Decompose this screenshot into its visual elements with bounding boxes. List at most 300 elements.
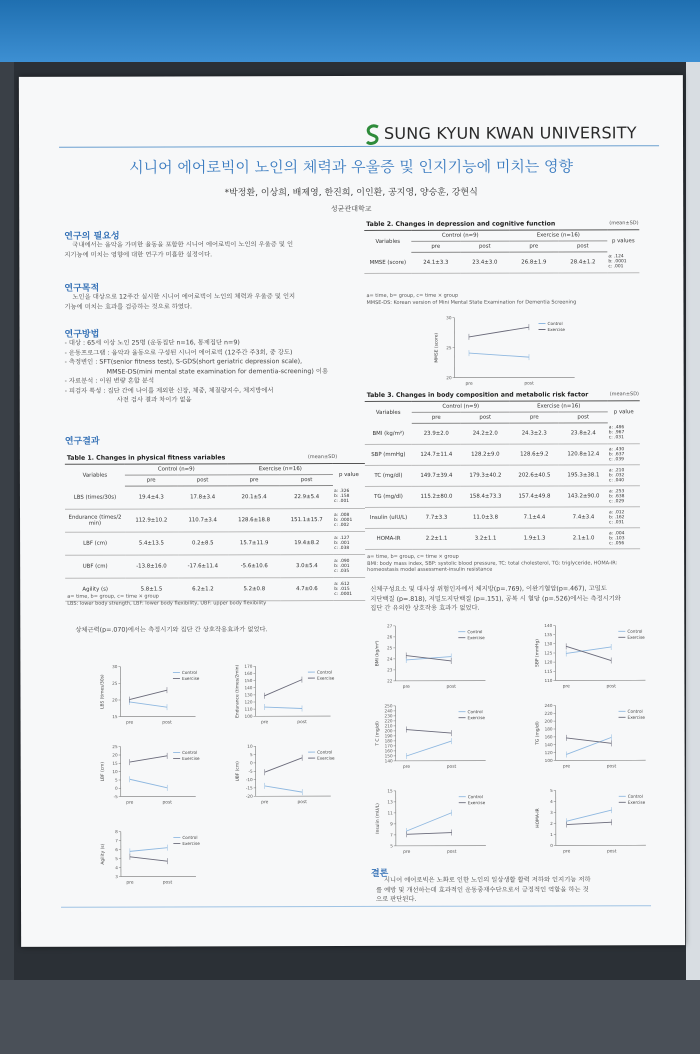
table-header: Variables bbox=[364, 230, 411, 252]
table-header: pre bbox=[510, 412, 559, 423]
y-tick-label: 1 bbox=[550, 831, 553, 837]
y-tick-label: 240 bbox=[544, 702, 553, 708]
table-cell: 2.2±1.1 bbox=[412, 528, 461, 549]
x-tick-label: post bbox=[606, 684, 617, 690]
y-tick-label: 140 bbox=[384, 758, 393, 764]
table-cell: 3.2±1.1 bbox=[461, 528, 510, 549]
section-heading-conclusion: 결론 bbox=[370, 868, 389, 879]
table-row bbox=[65, 508, 365, 532]
y-tick-label: 130 bbox=[544, 641, 553, 647]
y-tick-label: 160 bbox=[544, 734, 553, 740]
y-tick-label: 3 bbox=[550, 809, 553, 815]
series-line bbox=[264, 680, 302, 696]
x-tick-label: post bbox=[446, 684, 457, 690]
table-header: p value bbox=[608, 401, 640, 423]
series-line bbox=[566, 647, 611, 654]
table-header: Control (n=9) bbox=[412, 401, 510, 412]
series-line bbox=[130, 848, 168, 852]
conclusion-line: 으로 판단된다. bbox=[376, 895, 417, 903]
results-line: 집단 간 유의한 상호작용 효과가 없었다. bbox=[370, 604, 480, 612]
results-text-2 bbox=[370, 584, 645, 613]
y-tick-label: 25 bbox=[387, 645, 393, 651]
x-tick-label: pre bbox=[260, 720, 269, 726]
legend-label: Control bbox=[182, 834, 198, 840]
legend-label: Exercise bbox=[467, 715, 485, 721]
y-tick-label: 140 bbox=[544, 622, 553, 628]
legend-label: Exercise bbox=[182, 755, 200, 761]
row-variable: LBS (times/30s) bbox=[65, 486, 125, 509]
y-tick-label: 8 bbox=[115, 829, 118, 835]
table-cell: 24.1±3.3 bbox=[411, 252, 460, 273]
y-tick-label: -15 bbox=[245, 785, 253, 791]
series-line bbox=[406, 655, 451, 661]
row-variable: LBF (cm) bbox=[65, 532, 125, 555]
y-tick-label: 27 bbox=[386, 623, 393, 629]
table-cell: 158.4±73.3 bbox=[461, 486, 510, 507]
table-cell: 28.4±1.2 bbox=[558, 252, 607, 273]
table-header: p value bbox=[333, 463, 365, 485]
x-tick-label: pre bbox=[465, 381, 473, 387]
table-cell: 149.7±39.4 bbox=[412, 465, 461, 486]
table-note: BMI: body mass index, SBP: systolic blood pressure, TC: total cholesterol, TG: triglyceride, HOMA-IR: bbox=[367, 559, 618, 567]
table-cell: 202.6±40.5 bbox=[510, 465, 559, 486]
line-chart bbox=[100, 744, 201, 806]
p-value: b: .032 bbox=[608, 472, 625, 478]
table2-caption: Table 2. Changes in depression and cognitive function bbox=[366, 220, 556, 228]
p-value: a: .612 bbox=[334, 581, 350, 587]
table-cell: 112.9±10.2 bbox=[125, 509, 178, 532]
y-tick-label: 5 bbox=[249, 752, 253, 758]
y-tick-label: 210 bbox=[384, 723, 393, 729]
y-tick-label: 180 bbox=[544, 726, 553, 732]
table-cell: 195.3±38.1 bbox=[559, 465, 608, 486]
series-line bbox=[130, 756, 168, 762]
x-tick-label: post bbox=[606, 849, 617, 855]
series-line bbox=[406, 741, 451, 756]
y-tick-label: 11 bbox=[387, 810, 393, 816]
x-tick-label: pre bbox=[126, 880, 134, 886]
table-header: post bbox=[460, 241, 509, 252]
series-line bbox=[407, 813, 452, 831]
table-header: Variables bbox=[65, 464, 125, 486]
y-axis-label: TG (mg/dl) bbox=[535, 721, 541, 745]
p-value: c: .039 bbox=[608, 456, 624, 462]
row-variable: BMI (kg/m²) bbox=[365, 423, 412, 444]
y-tick-label: -5 bbox=[248, 768, 253, 774]
table-row bbox=[65, 485, 365, 509]
table-note: MMSE-DS: Korean version of Mini Mental State Examination for Dementia Screening bbox=[366, 298, 577, 306]
section-heading-purpose: 연구목적 bbox=[64, 283, 100, 294]
table-cell: 4.7±0.6 bbox=[281, 578, 334, 601]
p-value: b: .637 bbox=[608, 451, 625, 457]
y-tick-label: 20 bbox=[112, 752, 118, 758]
y-axis-label: UBF (cm) bbox=[235, 761, 241, 782]
table-cell: 120.8±12.4 bbox=[559, 444, 608, 465]
y-tick-label: 7 bbox=[390, 832, 393, 838]
x-tick-label: pre bbox=[562, 764, 571, 770]
series-line bbox=[566, 738, 611, 744]
p-value: c: .038 bbox=[334, 545, 350, 551]
p-value: c: .031 bbox=[609, 519, 625, 525]
y-tick-label: 170 bbox=[244, 663, 253, 669]
line-chart bbox=[535, 788, 646, 855]
table-row bbox=[365, 528, 640, 550]
y-tick-label: -10 bbox=[245, 777, 253, 783]
p-value: a: .004 bbox=[609, 530, 625, 536]
p-value: c: .035 bbox=[334, 568, 350, 574]
p-value: b: .162 bbox=[609, 514, 625, 520]
table-cell: 11.0±3.8 bbox=[461, 507, 510, 528]
table-cell: 179.3±40.2 bbox=[461, 465, 510, 486]
table-header: Control (n=9) bbox=[125, 464, 228, 475]
table-header: pre bbox=[228, 475, 281, 486]
section-body-need bbox=[64, 240, 364, 260]
need-line: 국내에서는 음악을 가미한 율동을 포함한 시니어 에어로빅이 노인의 우울증 및 인 bbox=[72, 241, 294, 249]
section-heading-results: 연구결과 bbox=[64, 436, 100, 447]
series-line bbox=[469, 327, 529, 337]
series-line bbox=[406, 729, 451, 733]
y-tick-label: 15 bbox=[112, 714, 118, 720]
p-value: c: .040 bbox=[608, 477, 625, 483]
table-note: a= time, b= group, c= time × group bbox=[367, 553, 459, 560]
university-logo-icon bbox=[364, 124, 382, 146]
y-tick-label: 120 bbox=[244, 699, 253, 705]
p-value: b: .0001 bbox=[334, 517, 353, 523]
y-tick-label: 7 bbox=[115, 838, 118, 844]
y-tick-label: 22 bbox=[387, 678, 393, 684]
p-values bbox=[608, 486, 640, 507]
y-axis-label: HOMA-IR bbox=[535, 808, 541, 828]
table-header: post bbox=[177, 475, 227, 486]
table-cell: 157.4±49.8 bbox=[510, 486, 559, 507]
line-chart bbox=[375, 703, 486, 770]
table3-unit: (mean±SD) bbox=[609, 391, 640, 398]
table-note: a= time, b= group, c= time × group bbox=[366, 292, 459, 299]
p-value: a: .210 bbox=[608, 467, 625, 473]
methods-line: - 피검자 특성 : 집단 간에 나이를 제외한 신장, 체중, 체질량지수, 체지방에서 bbox=[64, 386, 274, 395]
section-body-methods bbox=[65, 338, 365, 405]
p-value: b: .967 bbox=[608, 430, 625, 436]
table-cell: 3.0±5.4 bbox=[281, 555, 334, 578]
legend-label: Exercise bbox=[627, 799, 646, 805]
x-tick-label: post bbox=[446, 764, 457, 770]
p-value: c: .029 bbox=[608, 498, 625, 504]
series-line bbox=[129, 690, 167, 699]
legend-label: Control bbox=[317, 749, 333, 755]
y-tick-label: 140 bbox=[544, 742, 553, 748]
p-values bbox=[608, 507, 640, 528]
legend-label: Exercise bbox=[467, 635, 485, 641]
table-note: a= time, b= group, c= time × group bbox=[67, 593, 159, 600]
table-row bbox=[65, 531, 365, 555]
x-tick-label: pre bbox=[125, 720, 134, 726]
p-value: c: .0001 bbox=[334, 591, 353, 597]
y-tick-label: 120 bbox=[544, 750, 553, 756]
table-cell: 6.2±1.2 bbox=[178, 578, 228, 601]
table1-notes bbox=[67, 593, 266, 607]
series-line bbox=[130, 779, 168, 788]
table-cell: -17.6±11.4 bbox=[178, 555, 228, 578]
table-note: homeostasis model assessment-insulin resistance bbox=[367, 566, 493, 573]
table-cell: 24.2±2.0 bbox=[461, 423, 510, 444]
y-tick-label: 110 bbox=[244, 706, 253, 712]
x-tick-label: post bbox=[162, 720, 172, 726]
y-tick-label: 25 bbox=[446, 345, 452, 351]
x-tick-label: pre bbox=[402, 764, 411, 770]
series-line bbox=[469, 353, 529, 357]
y-tick-label: 170 bbox=[384, 743, 393, 749]
university-name: SUNG KYUN KWAN UNIVERSITY bbox=[383, 123, 637, 143]
line-chart bbox=[534, 623, 645, 690]
table2 bbox=[364, 229, 639, 274]
table-cell: 7.7±3.3 bbox=[412, 507, 461, 528]
y-tick-label: 25 bbox=[112, 680, 118, 686]
table-cell: 7.1±4.4 bbox=[510, 507, 559, 528]
table-cell: 110.7±3.4 bbox=[178, 509, 228, 532]
y-tick-label: 20 bbox=[112, 697, 118, 703]
y-tick-label: 125 bbox=[544, 650, 553, 656]
table-cell: 19.4±8.2 bbox=[280, 532, 333, 555]
x-tick-label: pre bbox=[402, 684, 410, 690]
p-values bbox=[333, 554, 365, 577]
table-cell: 5.8±1.5 bbox=[125, 578, 178, 601]
footer-rule bbox=[61, 905, 651, 908]
table-header: pre bbox=[125, 475, 178, 486]
series-line bbox=[265, 786, 303, 792]
p-values bbox=[333, 508, 365, 531]
y-tick-label: 3 bbox=[115, 874, 118, 880]
table-cell: 23.4±3.0 bbox=[460, 252, 509, 273]
y-tick-label: 15 bbox=[387, 788, 393, 794]
series-line bbox=[130, 857, 168, 862]
table-row bbox=[365, 507, 640, 529]
y-axis-label: SBP (mmHg) bbox=[535, 639, 541, 667]
p-value: c: .001 bbox=[333, 499, 350, 505]
table-row bbox=[365, 423, 640, 445]
table-cell: 20.1±5.4 bbox=[228, 486, 281, 509]
x-tick-label: pre bbox=[403, 849, 411, 855]
y-tick-label: 5 bbox=[390, 843, 393, 849]
y-tick-label: 135 bbox=[544, 632, 553, 638]
y-tick-label: 180 bbox=[384, 738, 393, 744]
line-chart bbox=[374, 623, 485, 690]
table-row bbox=[365, 486, 640, 508]
table-cell: 128.6±18.8 bbox=[228, 509, 281, 532]
y-tick-label: 115 bbox=[544, 668, 553, 674]
table-cell: 124.7±11.4 bbox=[412, 444, 461, 465]
y-tick-label: 30 bbox=[446, 315, 452, 321]
row-variable: MMSE (score) bbox=[364, 252, 411, 273]
line-chart bbox=[535, 703, 646, 770]
y-tick-label: 26 bbox=[386, 634, 393, 640]
row-variable: Agility (s) bbox=[65, 578, 125, 601]
y-tick-label: 10 bbox=[247, 743, 253, 749]
wall-left bbox=[0, 62, 14, 1054]
y-tick-label: 20 bbox=[446, 375, 452, 381]
y-tick-label: 2 bbox=[550, 820, 553, 826]
y-tick-label: 15 bbox=[112, 760, 118, 766]
table2-notes bbox=[366, 292, 576, 306]
conclusion-line: 를 예방 및 개선하는데 효과적인 운동중재수단으로서 긍정적인 역할을 하는 것 bbox=[375, 885, 589, 894]
y-tick-label: 200 bbox=[384, 728, 393, 734]
p-value: a: .486 bbox=[608, 425, 625, 431]
table-row bbox=[364, 252, 639, 274]
table-cell: 24.3±2.3 bbox=[510, 423, 559, 444]
table-header: Control (n=9) bbox=[411, 230, 509, 241]
legend-label: Exercise bbox=[181, 675, 200, 681]
y-tick-label: 100 bbox=[244, 713, 253, 719]
y-tick-label: 0 bbox=[115, 785, 118, 791]
metabolic-charts bbox=[365, 620, 656, 866]
table-cell: 17.8±3.4 bbox=[177, 486, 227, 509]
legend-label: Exercise bbox=[627, 714, 645, 720]
p-values bbox=[333, 577, 365, 600]
methods-line: - 대상 : 65세 이상 노인 25명 (운동집단 n=16, 통제집단 n=9) bbox=[64, 339, 240, 347]
table-header: p values bbox=[607, 230, 639, 252]
x-tick-label: pre bbox=[126, 800, 134, 806]
y-tick-label: 0 bbox=[249, 760, 253, 766]
y-tick-label: 23 bbox=[387, 667, 393, 673]
y-tick-label: 140 bbox=[244, 685, 253, 691]
x-tick-label: post bbox=[297, 720, 307, 726]
legend-label: Control bbox=[467, 629, 483, 635]
p-value: c: .056 bbox=[609, 540, 625, 546]
y-axis-label: MMSE (score) bbox=[434, 332, 440, 363]
table1 bbox=[65, 463, 365, 602]
legend-label: Control bbox=[627, 708, 643, 714]
y-tick-label: 4 bbox=[550, 798, 553, 804]
table-cell: -5.6±10.6 bbox=[228, 555, 281, 578]
legend-label: Control bbox=[467, 794, 483, 800]
section-body-purpose bbox=[64, 292, 364, 312]
y-tick-label: 220 bbox=[384, 718, 393, 724]
y-tick-label: -20 bbox=[245, 793, 253, 799]
legend-label: Exercise bbox=[182, 840, 200, 846]
mmse-chart bbox=[414, 312, 614, 393]
y-tick-label: 4 bbox=[115, 865, 118, 871]
wall-top bbox=[0, 0, 700, 62]
y-tick-label: 120 bbox=[544, 659, 553, 665]
legend-label: Control bbox=[627, 628, 643, 634]
y-tick-label: 160 bbox=[384, 748, 393, 754]
x-tick-label: pre bbox=[562, 684, 570, 690]
table3 bbox=[365, 400, 640, 550]
series-line bbox=[265, 758, 303, 772]
p-value: b: .638 bbox=[608, 493, 625, 499]
y-tick-label: 0 bbox=[550, 842, 553, 848]
legend-label: Exercise bbox=[317, 755, 335, 761]
p-value: b: .015 bbox=[334, 586, 350, 592]
y-tick-label: 110 bbox=[544, 677, 553, 683]
table-cell: 2.1±1.0 bbox=[559, 528, 608, 549]
p-value: b: .001 bbox=[334, 563, 350, 569]
legend-label: Control bbox=[182, 749, 198, 755]
table-header: post bbox=[558, 241, 607, 252]
p-value: b: .103 bbox=[609, 535, 625, 541]
row-variable: HOMA-IR bbox=[365, 528, 412, 549]
results-line: 신체구성요소 및 대사성 위험인자에서 체지방(p=.769), 이완기혈압(p=.467), 고밀도 bbox=[370, 585, 607, 593]
legend-label: Exercise bbox=[316, 675, 335, 681]
y-axis-label: LBF (cm) bbox=[100, 761, 106, 782]
p-value: a: .430 bbox=[608, 446, 625, 452]
p-value: a: .090 bbox=[334, 558, 350, 564]
table-cell: 22.9±5.4 bbox=[280, 486, 333, 509]
y-tick-label: 5 bbox=[550, 787, 553, 793]
table-header: pre bbox=[412, 412, 461, 423]
series-line bbox=[567, 810, 612, 821]
y-tick-label: 130 bbox=[244, 692, 253, 698]
table-header: Exercise (n=16) bbox=[510, 401, 608, 412]
table-header: post bbox=[461, 412, 510, 423]
table-header: pre bbox=[509, 241, 558, 252]
x-tick-label: post bbox=[162, 880, 173, 886]
p-values bbox=[608, 444, 640, 465]
legend-label: Control bbox=[627, 793, 643, 799]
x-tick-label: post bbox=[162, 800, 173, 806]
y-tick-label: 30 bbox=[112, 664, 118, 670]
table-cell: 1.9±1.3 bbox=[510, 528, 559, 549]
p-value: c: .031 bbox=[608, 435, 624, 441]
table-cell: 5.4±13.5 bbox=[125, 532, 178, 555]
section-body-conclusion bbox=[376, 875, 651, 904]
y-tick-label: 9 bbox=[390, 821, 393, 827]
table-header: Exercise (n=16) bbox=[509, 230, 607, 241]
p-value: a: .253 bbox=[608, 488, 625, 494]
legend-label: Control bbox=[316, 669, 333, 675]
y-tick-label: 190 bbox=[384, 733, 393, 739]
p-value: a: .326 bbox=[333, 489, 350, 495]
table3-notes bbox=[367, 553, 617, 573]
section-heading-need: 연구의 필요성 bbox=[64, 231, 120, 242]
table-row bbox=[365, 465, 640, 487]
y-tick-label: 240 bbox=[384, 708, 393, 714]
legend-label: Control bbox=[467, 709, 483, 715]
y-tick-label: 6 bbox=[115, 847, 118, 853]
y-tick-label: 10 bbox=[112, 769, 118, 775]
line-chart bbox=[235, 744, 336, 806]
legend-label: Exercise bbox=[467, 800, 486, 806]
table-cell: 23.9±2.0 bbox=[412, 423, 461, 444]
results-line: 지단백질 (p=.818), 저밀도지단백질 (p=.151), 공복 시 혈당 (p=.526)에서는 측정시기와 bbox=[370, 594, 621, 603]
authors: *박정환, 이상희, 배제영, 한진희, 이인환, 공지영, 양승훈, 강현식 bbox=[224, 187, 478, 199]
y-tick-label: 230 bbox=[384, 713, 393, 719]
results-text-1: 상체근력(p=.070)에서는 측정시기와 집단 간 상호작용효과가 없었다. bbox=[75, 626, 268, 634]
y-tick-label: 24 bbox=[387, 656, 393, 662]
y-axis-label: Agility (s) bbox=[100, 843, 106, 865]
line-chart bbox=[375, 788, 486, 855]
series-line bbox=[407, 833, 452, 835]
p-value: a: .127 bbox=[334, 535, 350, 541]
y-tick-label: 5 bbox=[115, 777, 118, 783]
table3-caption: Table 3. Changes in body composition and metabolic risk factor bbox=[366, 391, 589, 399]
y-tick-label: -5 bbox=[113, 794, 118, 800]
p-values bbox=[608, 465, 640, 486]
header-rule bbox=[59, 145, 659, 148]
section-heading-methods: 연구방법 bbox=[64, 329, 100, 340]
need-line: 지기능에 미치는 영향에 대한 연구가 미흡한 실정이다. bbox=[64, 250, 213, 259]
y-tick-label: 220 bbox=[544, 710, 553, 716]
x-tick-label: pre bbox=[261, 800, 269, 806]
x-tick-label: post bbox=[297, 800, 308, 806]
table-cell: 115.2±80.0 bbox=[412, 486, 461, 507]
methods-line: - 운동프로그램 : 음악과 율동으로 구성된 시니어 에어로빅 (12주간 주3회, 중 강도) bbox=[64, 348, 293, 357]
p-value: b: .158 bbox=[333, 494, 350, 500]
p-values bbox=[333, 531, 365, 554]
table-note: LBS: lower body strength, LBF: lower body flexibility, UBF: upper body flexibility bbox=[67, 599, 267, 607]
table-row bbox=[65, 554, 365, 578]
x-tick-label: post bbox=[524, 381, 534, 387]
p-values bbox=[607, 252, 639, 273]
